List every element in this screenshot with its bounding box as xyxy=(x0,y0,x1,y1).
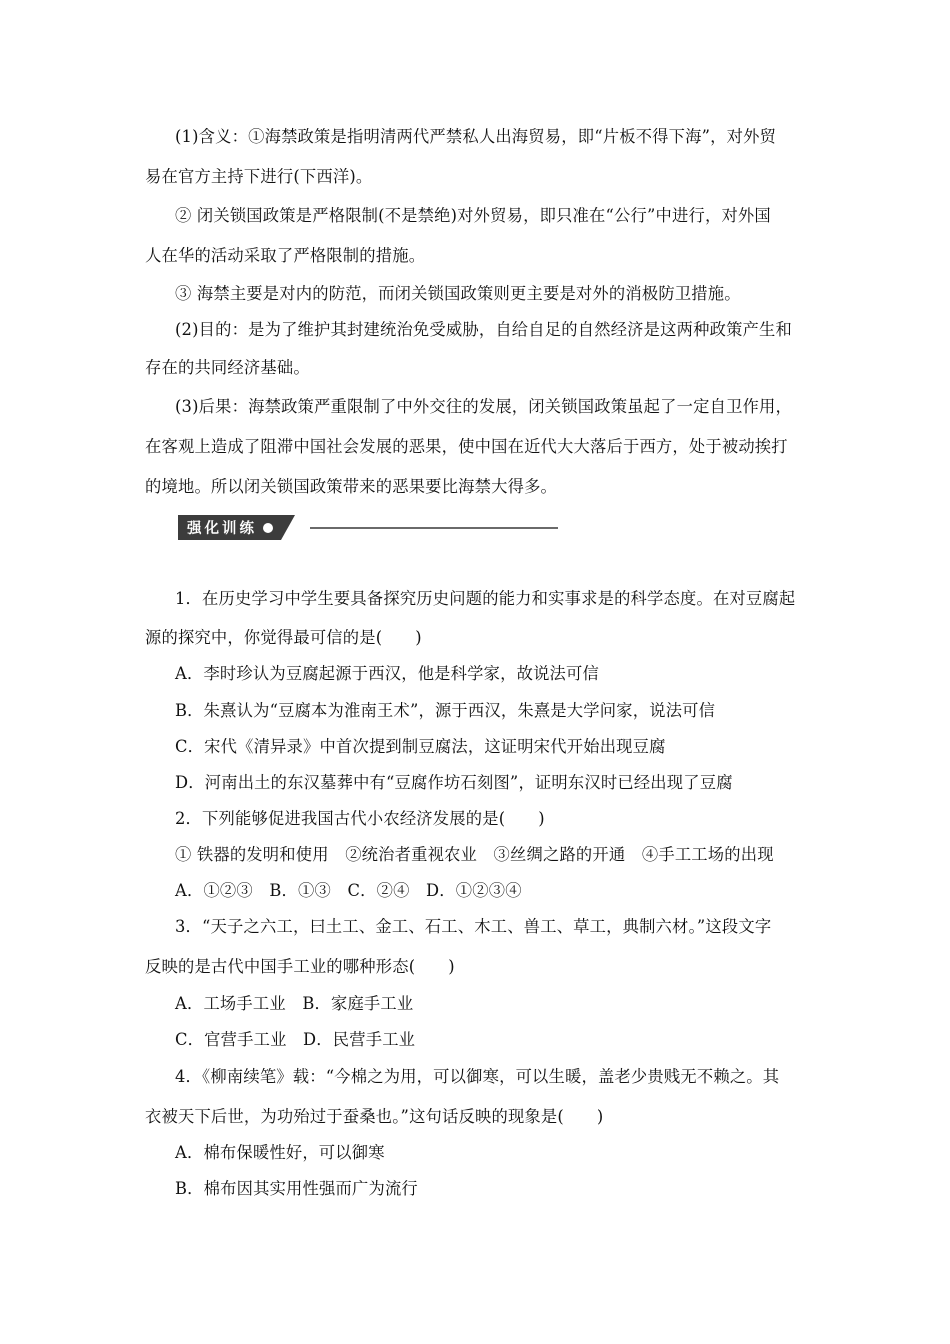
result-paragraph-line: (3)后果：海禁政策严重限制了中外交往的发展，闭关锁国政策虽起了一定自卫作用， xyxy=(175,397,792,416)
section-title: 强化训练 xyxy=(187,521,257,537)
question-3-options-cd: C．官营手工业 D．民营手工业 xyxy=(175,1030,416,1049)
bullet-dot-icon xyxy=(263,523,273,533)
meaning-paragraph-line: (1)含义：①海禁政策是指明清两代严禁私人出海贸易，即“片板不得下海”，对外贸 xyxy=(175,127,777,146)
purpose-paragraph-line: 存在的共同经济基础。 xyxy=(145,358,310,377)
question-4-option-a: A．棉布保暖性好，可以御寒 xyxy=(175,1143,385,1162)
section-divider xyxy=(310,527,558,529)
question-2-items: ① 铁器的发明和使用 ②统治者重视农业 ③丝绸之路的开通 ④手工工场的出现 xyxy=(175,845,774,864)
section-label-box xyxy=(178,515,281,540)
question-1-stem: 1．在历史学习中学生要具备探究历史问题的能力和实事求是的科学态度。在对豆腐起 xyxy=(175,589,796,608)
meaning-paragraph-line: ② 闭关锁国政策是严格限制(不是禁绝)对外贸易，即只准在“公行”中进行，对外国 xyxy=(175,206,771,225)
section-header xyxy=(178,515,281,540)
question-4-stem: 4．《柳南续笔》载：“今棉之为用，可以御寒，可以生暖，盖老少贵贱无不赖之。其 xyxy=(175,1067,780,1086)
question-3-options-ab: A．工场手工业 B．家庭手工业 xyxy=(175,994,414,1013)
question-3-stem: 3．“天子之六工，曰土工、金工、石工、木工、兽工、草工，典制六材。”这段文字 xyxy=(175,917,772,936)
meaning-paragraph-line: 易在官方主持下进行(下西洋)。 xyxy=(145,167,373,186)
meaning-paragraph-line: 人在华的活动采取了严格限制的措施。 xyxy=(145,246,426,265)
question-4-option-b: B．棉布因其实用性强而广为流行 xyxy=(175,1179,418,1198)
question-2-options: A．①②③ B．①③ C．②④ D．①②③④ xyxy=(175,881,522,900)
question-1-option-a: A．李时珍认为豆腐起源于西汉，他是科学家，故说法可信 xyxy=(175,664,599,683)
question-1-stem: 源的探究中，你觉得最可信的是( ) xyxy=(145,628,422,647)
question-3-stem: 反映的是古代中国手工业的哪种形态( ) xyxy=(145,957,455,976)
result-paragraph-line: 的境地。所以闭关锁国政策带来的恶果要比海禁大得多。 xyxy=(145,477,558,496)
question-1-option-b: B．朱熹认为“豆腐本为淮南王术”，源于西汉，朱熹是大学问家，说法可信 xyxy=(175,701,716,720)
question-4-stem: 衣被天下后世，为功殆过于蚕桑也。”这句话反映的现象是( ) xyxy=(145,1107,604,1126)
result-paragraph-line: 在客观上造成了阻滞中国社会发展的恶果，使中国在近代大大落后于西方，处于被动挨打 xyxy=(145,437,788,456)
purpose-paragraph-line: (2)目的：是为了维护其封建统治免受威胁，自给自足的自然经济是这两种政策产生和 xyxy=(175,320,792,339)
question-1-option-c: C．宋代《清异录》中首次提到制豆腐法，这证明宋代开始出现豆腐 xyxy=(175,737,666,756)
question-1-option-d: D．河南出土的东汉墓葬中有“豆腐作坊石刻图”，证明东汉时已经出现了豆腐 xyxy=(175,773,733,792)
question-2-stem: 2．下列能够促进我国古代小农经济发展的是( ) xyxy=(175,809,545,828)
meaning-paragraph-line: ③ 海禁主要是对内的防范，而闭关锁国政策则更主要是对外的消极防卫措施。 xyxy=(175,284,741,303)
